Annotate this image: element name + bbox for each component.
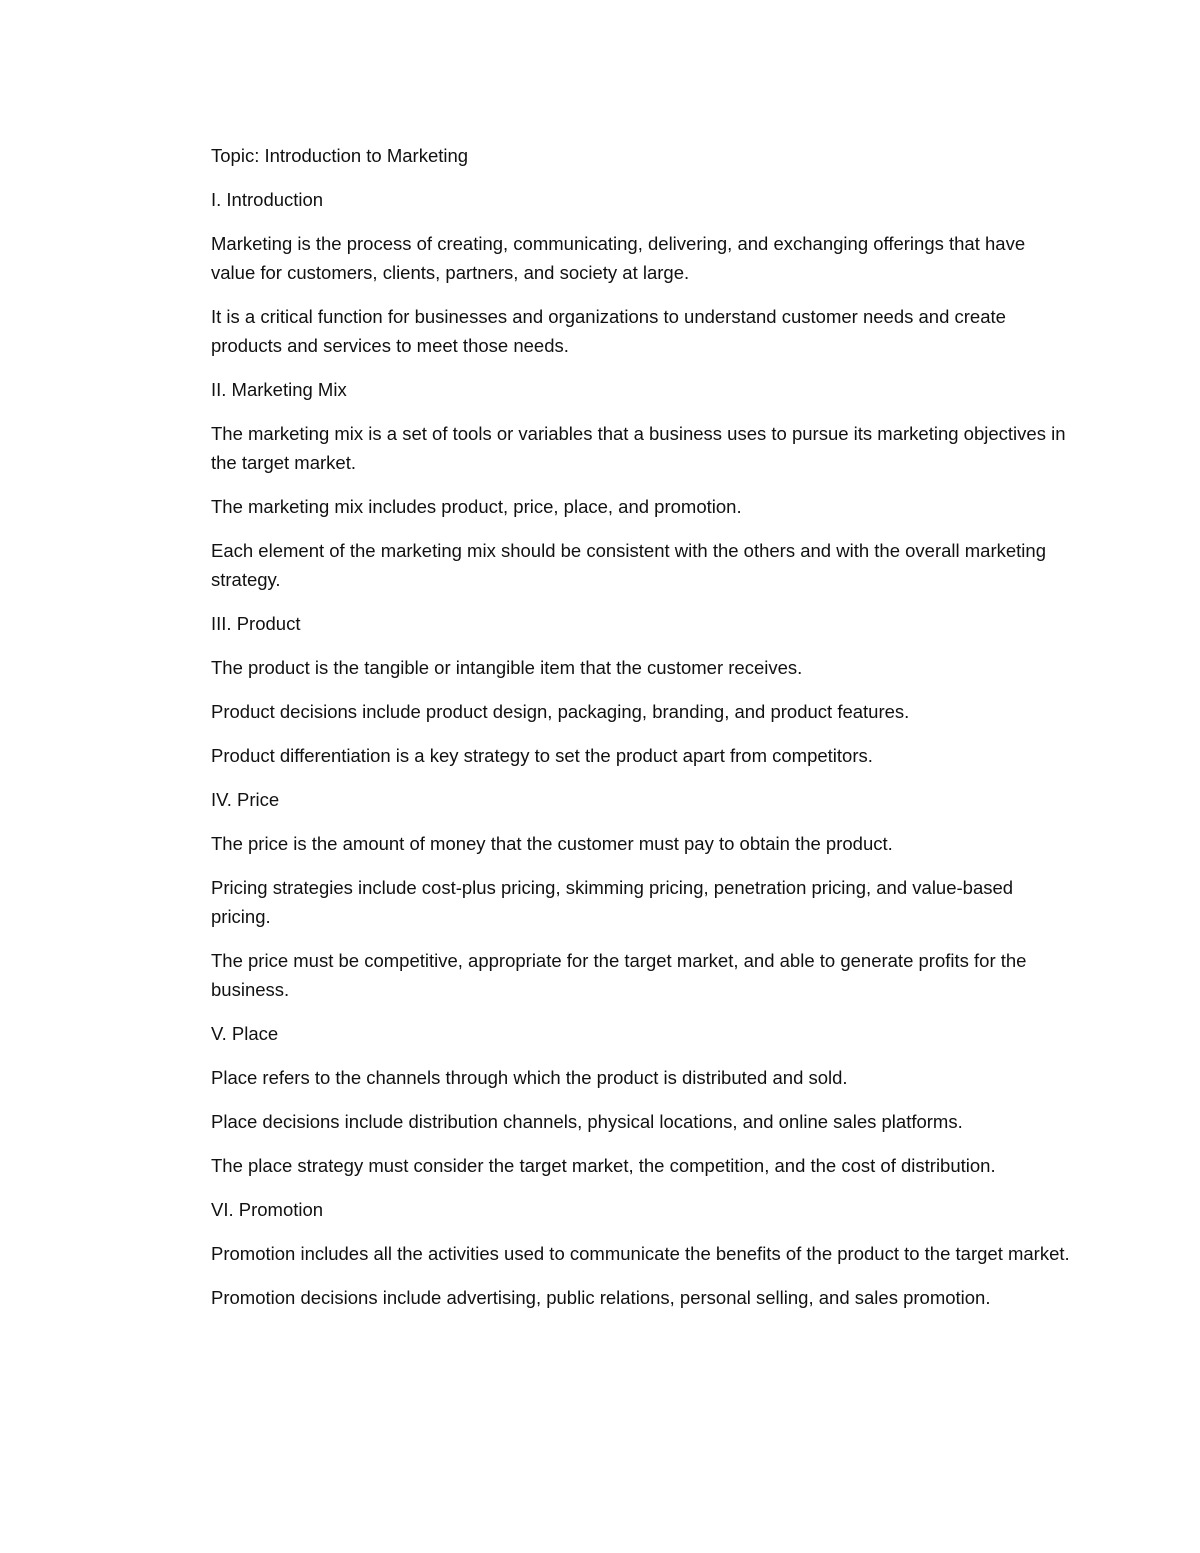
paragraph: Pricing strategies include cost-plus pricing, skimming pricing, penetration pricing, and value-based pricing. <box>211 877 1014 927</box>
paragraph: Place refers to the channels through which the product is distributed and sold. <box>211 1067 848 1088</box>
section-heading-introduction: I. Introduction <box>211 189 324 210</box>
section-heading-promotion: VI. Promotion <box>211 1199 324 1220</box>
section-heading-product: III. Product <box>211 613 301 634</box>
paragraph: Each element of the marketing mix should be consistent with the others and with the overall marketing strategy. <box>211 540 1046 590</box>
paragraph: Promotion decisions include advertising, public relations, personal selling, and sales promotion. <box>211 1287 991 1308</box>
section-heading-price: IV. Price <box>211 789 280 810</box>
paragraph: Product decisions include product design, packaging, branding, and product features. <box>211 701 910 722</box>
document-body <box>211 141 1071 1327</box>
paragraph: It is a critical function for businesses and organizations to understand customer needs and create products and services to meet those needs. <box>211 306 1006 356</box>
section-heading-place: V. Place <box>211 1023 279 1044</box>
section-heading-marketing-mix: II. Marketing Mix <box>211 379 347 400</box>
paragraph: The product is the tangible or intangible item that the customer receives. <box>211 657 803 678</box>
paragraph: The place strategy must consider the target market, the competition, and the cost of distribution. <box>211 1155 996 1176</box>
paragraph: The price is the amount of money that the customer must pay to obtain the product. <box>211 833 893 854</box>
paragraph: The price must be competitive, appropriate for the target market, and able to generate profits for the business. <box>211 950 1027 1000</box>
paragraph: The marketing mix includes product, price, place, and promotion. <box>211 496 742 517</box>
paragraph: Place decisions include distribution channels, physical locations, and online sales platforms. <box>211 1111 963 1132</box>
document-topic: Topic: Introduction to Marketing <box>211 145 469 166</box>
paragraph: Promotion includes all the activities used to communicate the benefits of the product to the target market. <box>211 1243 1070 1264</box>
paragraph: Marketing is the process of creating, communicating, delivering, and exchanging offerings that have value for customers, clients, partners, and society at large. <box>211 233 1026 283</box>
paragraph: Product differentiation is a key strategy to set the product apart from competitors. <box>211 745 873 766</box>
paragraph: The marketing mix is a set of tools or variables that a business uses to pursue its marketing objectives in the target market. <box>211 423 1066 473</box>
